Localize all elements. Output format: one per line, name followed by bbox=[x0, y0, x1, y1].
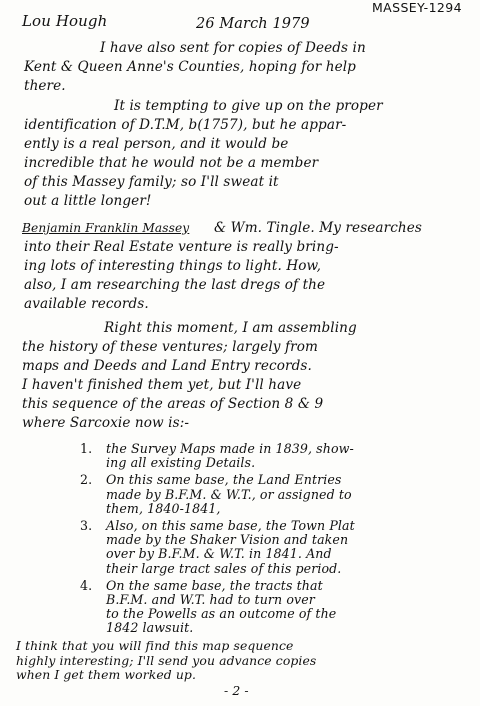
body-line: & Wm. Tingle. My researches bbox=[214, 220, 423, 236]
list-item-line: Also, on this same base, the Town Plat bbox=[106, 518, 355, 533]
item-number: 4. bbox=[80, 577, 93, 593]
item-number: 2. bbox=[80, 472, 93, 488]
underlined-names: Benjamin Franklin Massey bbox=[22, 221, 190, 235]
item-number: 3. bbox=[80, 518, 93, 533]
body-line: out a little longer! bbox=[24, 193, 152, 209]
body-line: there. bbox=[24, 78, 66, 94]
body-line: I haven't finished them yet, but I'll have bbox=[22, 377, 302, 393]
body-line: where Sarcoxie now is:- bbox=[22, 415, 190, 431]
list-item-line: made by B.F.M. & W.T., or assigned to bbox=[106, 486, 352, 502]
reference-code: MASSEY-1294 bbox=[372, 0, 462, 15]
list-item-line: 1842 lawsuit. bbox=[106, 620, 194, 636]
list-item-line: them, 1840-1841, bbox=[106, 500, 221, 516]
date: 26 March 1979 bbox=[196, 16, 310, 32]
body-line: also, I am researching the last dregs of the bbox=[24, 277, 326, 293]
addressee: Lou Hough bbox=[22, 12, 108, 30]
closing-line: I think that you will find this map sequence bbox=[16, 638, 294, 654]
body-line: of this Massey family; so I'll sweat it bbox=[24, 174, 279, 190]
body-line: ing lots of interesting things to light. How, bbox=[24, 258, 322, 274]
closing-line: when I get them worked up. bbox=[16, 666, 196, 682]
body-line: incredible that he would not be a member bbox=[24, 155, 319, 171]
body-line: identification of D.T.M, b(1757), but he appar- bbox=[24, 117, 347, 133]
item-number: 1. bbox=[80, 441, 93, 456]
body-line: the history of these ventures; largely from bbox=[22, 339, 319, 355]
list-item-line: On this same base, the Land Entries bbox=[106, 472, 342, 488]
list-item-line: the Survey Maps made in 1839, show- bbox=[106, 441, 354, 456]
list-item-line: On the same base, the tracts that bbox=[106, 577, 323, 593]
page-number: - 2 - bbox=[224, 683, 249, 698]
list-item-line: made by the Shaker Vision and taken bbox=[106, 532, 349, 548]
body-line: maps and Deeds and Land Entry records. bbox=[22, 358, 312, 374]
body-line: It is tempting to give up on the proper bbox=[114, 98, 383, 114]
body-line: ently is a real person, and it would be bbox=[24, 136, 289, 152]
closing-line: highly interesting; I'll send you advance copies bbox=[16, 652, 317, 668]
list-item-line: ing all existing Details. bbox=[106, 455, 256, 471]
list-item-line: over by B.F.M. & W.T. in 1841. And bbox=[106, 546, 332, 562]
list-item-line: B.F.M. and W.T. had to turn over bbox=[106, 592, 315, 607]
list-item-line: their large tract sales of this period. bbox=[106, 560, 342, 576]
body-line: available records. bbox=[24, 296, 149, 312]
list-item-line: to the Powells as an outcome of the bbox=[106, 606, 337, 622]
body-line: this sequence of the areas of Section 8 & 9 bbox=[22, 396, 324, 412]
body-line: Kent & Queen Anne's Counties, hoping for help bbox=[24, 59, 356, 75]
body-line: Right this moment, I am assembling bbox=[104, 320, 357, 336]
body-line: I have also sent for copies of Deeds in bbox=[100, 40, 366, 56]
body-line: into their Real Estate venture is really bring- bbox=[24, 239, 339, 255]
